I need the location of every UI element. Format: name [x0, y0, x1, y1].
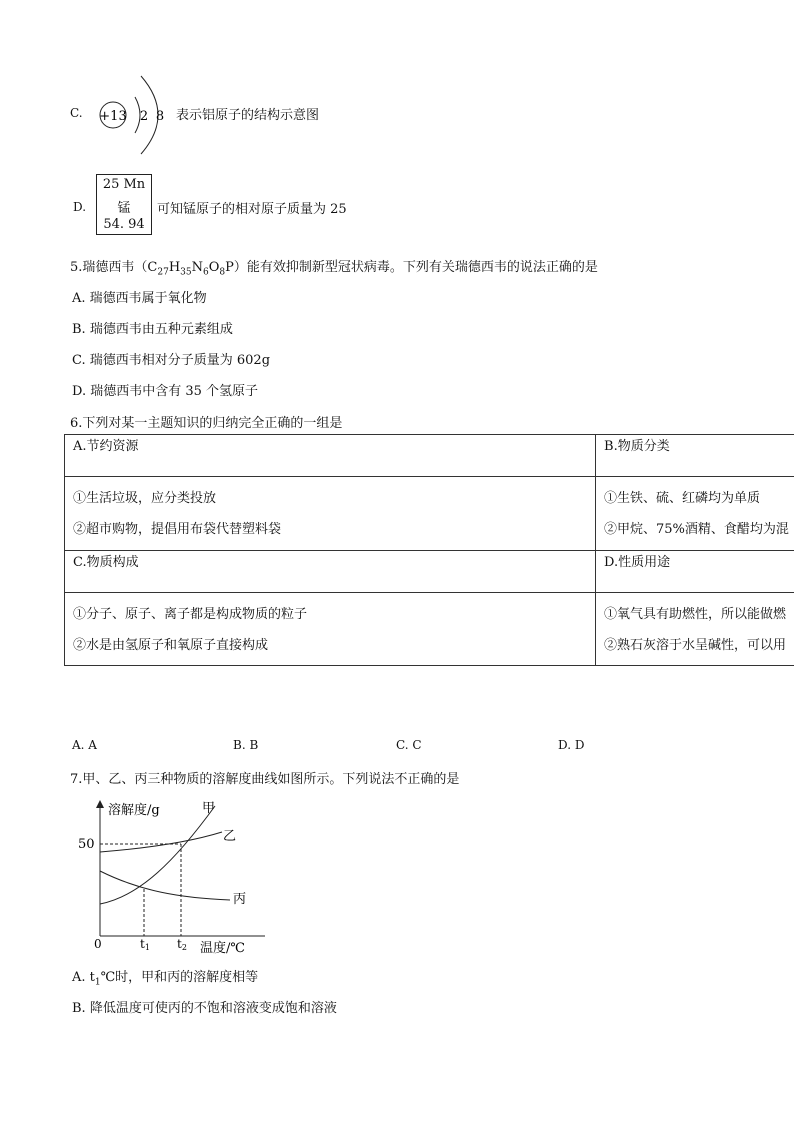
atom-shell1-electrons: 2 [139, 109, 149, 124]
curve-yi-label: 乙 [223, 829, 237, 844]
atom-nucleus-charge: +13 [99, 109, 127, 124]
q6-choice-a: A. A [72, 738, 97, 752]
q4-option-c-text: 表示铝原子的结构示意图 [176, 108, 320, 123]
atom-shell2-electrons: 8 [155, 109, 165, 124]
q4-option-c-label: C. [70, 106, 83, 120]
cell-c-body: ①分子、原子、离子都是构成物质的粒子 ②水是由氢原子和氧原子直接构成 [65, 593, 596, 666]
q6-choice-b: B. B [233, 738, 259, 752]
table-row [65, 477, 794, 551]
q5-option-c: C. 瑞德西韦相对分子质量为 602g [72, 353, 271, 368]
y-axis-label: 溶解度/g [108, 803, 160, 818]
q7-option-b: B. 降低温度可使丙的不饱和溶液变成饱和溶液 [72, 1001, 337, 1016]
cell-d-title: D.性质用途 [596, 551, 794, 593]
q6-choice-d: D. D [558, 738, 585, 752]
solubility-curve-graph [70, 796, 270, 956]
q4-option-d-text: 可知锰原子的相对原子质量为 25 [157, 202, 347, 217]
q6-stem: 6.下列对某一主题知识的归纳完全正确的一组是 [70, 416, 343, 431]
t2-label: t2 [177, 937, 187, 952]
cell-b-title: B.物质分类 [596, 435, 794, 477]
q5-option-b: B. 瑞德西韦由五种元素组成 [72, 322, 233, 337]
cell-a-title: A.节约资源 [65, 435, 596, 477]
q4-option-d-label: D. [73, 200, 87, 214]
q6-table [64, 434, 794, 666]
q5-stem: 5.瑞德西韦$(C_{27}H_{35}N_6O_8P)$能有效抑制新型冠状病毒。下列有关瑞德西韦的说法正确的是 [70, 260, 598, 278]
x-axis-label: 温度/℃ [200, 941, 245, 956]
cell-b-body: ①生铁、硫、红磷均为单质 ②甲烷、75%酒精、食醋均为混 [596, 477, 794, 551]
y-tick-50: 50 [78, 837, 95, 852]
origin-label: 0 [94, 937, 102, 951]
curve-yi [100, 832, 222, 852]
curve-bing-label: 丙 [233, 892, 247, 907]
table-row [65, 593, 794, 666]
q7-stem: 7.甲、乙、丙三种物质的溶解度曲线如图所示。下列说法不正确的是 [70, 772, 460, 787]
q6-choice-c: C. C [396, 738, 422, 752]
atom-structure-diagram [95, 72, 175, 158]
t1-label: t1 [140, 937, 150, 952]
curve-jia-label: 甲 [202, 801, 216, 816]
q7-option-a: A. $t_1℃$时，甲和丙的溶解度相等 [72, 970, 259, 988]
cell-c-title: C.物质构成 [65, 551, 596, 593]
element-cell-manganese [96, 174, 152, 235]
table-row [65, 551, 794, 593]
cell-d-body: ①氧气具有助燃性，所以能做燃 ②熟石灰溶于水呈碱性，可以用 [596, 593, 794, 666]
curve-bing [100, 871, 230, 900]
q5-option-a: A. 瑞德西韦属于氧化物 [72, 291, 207, 306]
curve-jia [100, 806, 215, 904]
table-row [65, 435, 794, 477]
cell-a-body: ①生活垃圾，应分类投放 ②超市购物，提倡用布袋代替塑料袋 [65, 477, 596, 551]
q5-option-d: D. 瑞德西韦中含有 35 个氢原子 [72, 384, 259, 399]
element-symbol: Mn [123, 177, 146, 192]
element-mass: 54. 94 [103, 217, 145, 232]
element-number: 25 [102, 177, 120, 192]
element-name: 锰 [117, 201, 131, 216]
